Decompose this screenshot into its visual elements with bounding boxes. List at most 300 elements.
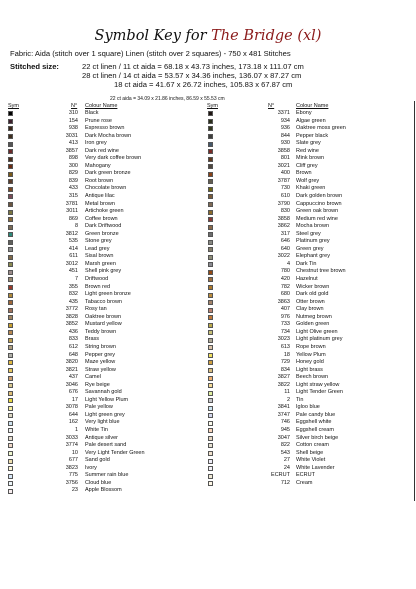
color-name: Light green bronze bbox=[85, 291, 131, 298]
color-swatch bbox=[8, 459, 13, 464]
color-key-row bbox=[208, 178, 404, 186]
color-swatch bbox=[208, 481, 213, 486]
color-key-row bbox=[8, 419, 204, 427]
color-name: Lead grey bbox=[85, 245, 110, 252]
color-key-row bbox=[208, 223, 404, 231]
color-key-row bbox=[8, 155, 204, 163]
color-name: Oaktree brown bbox=[85, 313, 122, 320]
color-swatch bbox=[8, 285, 13, 290]
color-number: 162 bbox=[68, 419, 78, 426]
color-swatch bbox=[8, 338, 13, 343]
color-swatch bbox=[208, 413, 213, 418]
size-value: 28 ct linen / 14 ct aida = 53.57 x 34.36 inches, 136.07 x 87.27 cm bbox=[82, 71, 302, 80]
color-swatch bbox=[208, 300, 213, 305]
color-key-row bbox=[8, 427, 204, 435]
color-name: Honey gold bbox=[296, 359, 324, 366]
color-name: Slate grey bbox=[296, 140, 321, 147]
color-swatch bbox=[8, 217, 13, 222]
color-number: 3021 bbox=[277, 162, 290, 169]
color-number: 17 bbox=[71, 396, 78, 403]
color-number: 3022 bbox=[277, 253, 290, 260]
color-swatch bbox=[208, 149, 213, 154]
color-name: Nutmeg brown bbox=[296, 313, 332, 320]
color-key-row bbox=[208, 193, 404, 201]
size-row bbox=[10, 71, 410, 80]
color-name: Espresso brown bbox=[85, 125, 125, 132]
color-name: Straw yellow bbox=[85, 366, 116, 373]
size-row bbox=[10, 80, 410, 89]
color-number: 839 bbox=[68, 177, 78, 184]
color-number: 436 bbox=[68, 328, 78, 335]
color-name: Oaktree moss green bbox=[296, 125, 346, 132]
color-key-row bbox=[208, 442, 404, 450]
color-swatch bbox=[8, 345, 13, 350]
color-key-row bbox=[208, 216, 404, 224]
color-key-row bbox=[208, 170, 404, 178]
color-swatch bbox=[8, 466, 13, 471]
color-key-row bbox=[8, 253, 204, 261]
size-value: 18 ct aida = 41.67 x 26.72 inches, 105.83 x 67.87 cm bbox=[114, 80, 293, 89]
color-key-row bbox=[8, 374, 204, 382]
color-name: Black bbox=[85, 110, 99, 116]
color-name: Khaki green bbox=[296, 185, 326, 192]
color-swatch bbox=[208, 172, 213, 177]
color-number: 640 bbox=[280, 245, 290, 252]
color-swatch bbox=[8, 489, 13, 494]
color-number: 712 bbox=[280, 479, 290, 486]
color-number: 420 bbox=[280, 276, 290, 283]
color-number: 3046 bbox=[65, 381, 78, 388]
color-number: 3858 bbox=[277, 147, 290, 154]
color-swatch bbox=[8, 202, 13, 207]
color-number: 4 bbox=[286, 260, 290, 267]
color-name: Green oak brown bbox=[296, 208, 339, 215]
color-name: Brass bbox=[85, 336, 100, 343]
color-key-row bbox=[8, 329, 204, 337]
color-name: Apple Blossom bbox=[85, 487, 122, 494]
color-number: 832 bbox=[68, 291, 78, 298]
color-swatch bbox=[8, 428, 13, 433]
color-key-row bbox=[208, 314, 404, 322]
color-key-row bbox=[8, 125, 204, 133]
color-number: 830 bbox=[280, 208, 290, 215]
color-name: Teddy brown bbox=[85, 328, 117, 335]
color-swatch bbox=[208, 451, 213, 456]
color-swatch bbox=[208, 391, 213, 396]
color-number: 775 bbox=[68, 472, 78, 479]
color-name: Prune rose bbox=[85, 117, 112, 124]
color-swatch bbox=[8, 119, 13, 124]
color-number: 3858 bbox=[277, 215, 290, 222]
color-number: 3821 bbox=[65, 366, 78, 373]
color-name: Pepper grey bbox=[85, 351, 115, 358]
color-number: 680 bbox=[280, 291, 290, 298]
color-name: Steel grey bbox=[296, 230, 321, 237]
color-key-row bbox=[208, 427, 404, 435]
color-name: Pale yellow bbox=[85, 404, 113, 411]
color-swatch bbox=[208, 247, 213, 252]
color-swatch bbox=[208, 277, 213, 282]
color-name: Rye beige bbox=[85, 381, 110, 388]
color-name: Pale candy blue bbox=[296, 411, 336, 418]
color-name: Light brass bbox=[296, 366, 323, 373]
title-accent: The Bridge (xl) bbox=[211, 28, 322, 44]
color-name: Camel bbox=[85, 374, 101, 381]
color-swatch bbox=[8, 421, 13, 426]
color-name: Rope brown bbox=[296, 343, 326, 350]
color-key-row bbox=[208, 163, 404, 171]
color-key-row bbox=[8, 178, 204, 186]
color-swatch bbox=[208, 217, 213, 222]
color-swatch bbox=[8, 436, 13, 441]
color-number: 648 bbox=[68, 351, 78, 358]
color-swatch bbox=[208, 157, 213, 162]
color-number: 3828 bbox=[65, 313, 78, 320]
color-number: 782 bbox=[280, 283, 290, 290]
color-number: 315 bbox=[68, 193, 78, 200]
color-number: 611 bbox=[69, 253, 78, 260]
color-number: 930 bbox=[280, 140, 290, 147]
color-number: 23 bbox=[71, 487, 78, 494]
color-key-row bbox=[208, 133, 404, 141]
color-swatch bbox=[208, 474, 213, 479]
stitched-size-label: Stitched size: bbox=[10, 62, 59, 71]
color-name: Cappuccino brown bbox=[296, 200, 342, 207]
color-name: White Lavender bbox=[296, 464, 335, 471]
color-number: 844 bbox=[280, 132, 290, 139]
color-key-row bbox=[208, 382, 404, 390]
color-swatch bbox=[8, 194, 13, 199]
color-name: Tabacco brown bbox=[85, 298, 122, 305]
color-key-row bbox=[8, 133, 204, 141]
color-key-row bbox=[8, 193, 204, 201]
color-number: 413 bbox=[68, 140, 78, 147]
header-colour-name: Colour Name bbox=[85, 103, 118, 109]
color-key-row bbox=[8, 359, 204, 367]
color-key-row bbox=[8, 148, 204, 156]
color-name: Wicker brown bbox=[296, 283, 330, 290]
header-number: N° bbox=[71, 103, 78, 109]
color-number: 644 bbox=[68, 411, 78, 418]
color-name: Tin bbox=[296, 396, 304, 403]
color-key-row bbox=[208, 276, 404, 284]
color-number: 3787 bbox=[277, 177, 290, 184]
color-key-row bbox=[208, 367, 404, 375]
color-number: 3033 bbox=[65, 434, 78, 441]
color-key-row bbox=[8, 389, 204, 397]
color-name: Artichoke green bbox=[85, 208, 124, 215]
color-key-row bbox=[8, 261, 204, 269]
color-swatch bbox=[8, 376, 13, 381]
color-name: Cliff grey bbox=[296, 162, 318, 169]
color-number: 154 bbox=[68, 117, 78, 124]
color-key-row bbox=[208, 291, 404, 299]
color-number: 300 bbox=[68, 162, 78, 169]
color-key-row bbox=[8, 435, 204, 443]
color-key-row bbox=[8, 487, 204, 495]
color-swatch bbox=[8, 157, 13, 162]
color-key-row bbox=[8, 352, 204, 360]
color-key-row bbox=[8, 336, 204, 344]
color-key-row bbox=[8, 268, 204, 276]
color-swatch bbox=[8, 240, 13, 245]
color-name: Ebony bbox=[296, 110, 312, 116]
color-key-row bbox=[8, 480, 204, 488]
color-key-row bbox=[8, 276, 204, 284]
color-name: Dark Driftwood bbox=[85, 223, 122, 230]
color-key-row bbox=[8, 140, 204, 148]
color-name: Dark red wine bbox=[85, 147, 119, 154]
color-key-row bbox=[8, 382, 204, 390]
color-key-row bbox=[208, 397, 404, 405]
color-swatch bbox=[208, 376, 213, 381]
color-name: Dark green bronze bbox=[85, 170, 131, 177]
color-swatch bbox=[8, 247, 13, 252]
color-key-row bbox=[208, 208, 404, 216]
color-swatch bbox=[8, 210, 13, 215]
color-number: 3857 bbox=[65, 147, 78, 154]
color-swatch bbox=[208, 338, 213, 343]
color-number: 746 bbox=[280, 419, 290, 426]
color-name: Red wine bbox=[296, 147, 319, 154]
color-name: Sisal brown bbox=[85, 253, 114, 260]
color-swatch bbox=[208, 194, 213, 199]
color-name: Light platinum grey bbox=[296, 336, 343, 343]
color-number: 780 bbox=[280, 268, 290, 275]
right-column bbox=[208, 110, 404, 487]
color-key-row bbox=[208, 457, 404, 465]
color-number: 833 bbox=[68, 336, 78, 343]
color-key-row bbox=[208, 359, 404, 367]
color-swatch bbox=[208, 232, 213, 237]
color-name: Antique silver bbox=[85, 434, 119, 441]
color-swatch bbox=[208, 466, 213, 471]
page-title bbox=[0, 28, 416, 44]
color-swatch bbox=[208, 315, 213, 320]
color-swatch bbox=[208, 134, 213, 139]
color-key-row bbox=[8, 367, 204, 375]
color-number: 3812 bbox=[65, 230, 78, 237]
color-swatch bbox=[208, 270, 213, 275]
color-key-row bbox=[208, 419, 404, 427]
color-name: Algae green bbox=[296, 117, 326, 124]
color-name: Maze yellow bbox=[85, 359, 116, 366]
color-number: 400 bbox=[280, 170, 290, 177]
color-key-row bbox=[208, 268, 404, 276]
color-swatch bbox=[208, 436, 213, 441]
color-name: Coffee brown bbox=[85, 215, 118, 222]
color-key-row bbox=[8, 299, 204, 307]
color-key-row bbox=[8, 306, 204, 314]
color-key-row bbox=[208, 389, 404, 397]
color-swatch bbox=[208, 459, 213, 464]
color-number: 3841 bbox=[277, 404, 290, 411]
color-swatch bbox=[8, 481, 13, 486]
color-key-row bbox=[8, 404, 204, 412]
color-number: 646 bbox=[280, 238, 290, 245]
color-number: 2 bbox=[286, 396, 290, 403]
color-number: 407 bbox=[280, 306, 290, 313]
color-number: 734 bbox=[280, 328, 290, 335]
color-number: 612 bbox=[68, 343, 78, 350]
color-number: 3747 bbox=[277, 411, 290, 418]
color-swatch bbox=[208, 443, 213, 448]
color-name: Mahogany bbox=[85, 162, 111, 169]
color-name: Chocolate brown bbox=[85, 185, 127, 192]
color-swatch bbox=[208, 383, 213, 388]
color-name: Dark Mocha brown bbox=[85, 132, 132, 139]
color-swatch bbox=[8, 308, 13, 313]
color-name: String brown bbox=[85, 343, 116, 350]
color-key-row bbox=[208, 284, 404, 292]
color-key-row bbox=[8, 344, 204, 352]
header-number: N° bbox=[268, 103, 275, 109]
color-key-row bbox=[208, 118, 404, 126]
color-number: 8 bbox=[74, 223, 78, 230]
color-name: Otter brown bbox=[296, 298, 325, 305]
color-swatch bbox=[8, 134, 13, 139]
color-name: Cloud blue bbox=[85, 479, 112, 486]
color-number: 3852 bbox=[65, 321, 78, 328]
color-name: Mocha brown bbox=[296, 223, 330, 230]
color-number: ECRUT bbox=[271, 472, 290, 479]
color-key-row bbox=[208, 404, 404, 412]
header-sym: Sym bbox=[207, 103, 218, 109]
color-key-row bbox=[208, 246, 404, 254]
color-key-row bbox=[208, 450, 404, 458]
color-key-row bbox=[208, 231, 404, 239]
color-number: 310 bbox=[68, 110, 78, 116]
color-swatch bbox=[208, 421, 213, 426]
color-key-row bbox=[8, 284, 204, 292]
color-name: Beech brown bbox=[296, 374, 329, 381]
color-name: Brown red bbox=[85, 283, 111, 290]
color-name: Wolf grey bbox=[296, 177, 320, 184]
color-number: 3863 bbox=[277, 298, 290, 305]
color-swatch bbox=[8, 187, 13, 192]
color-number: 451 bbox=[68, 268, 78, 275]
color-key-row bbox=[208, 185, 404, 193]
color-key-row bbox=[8, 201, 204, 209]
color-number: 3790 bbox=[277, 200, 290, 207]
color-key-row bbox=[8, 223, 204, 231]
color-key-row bbox=[208, 306, 404, 314]
color-number: 730 bbox=[280, 185, 290, 192]
color-name: Clay brown bbox=[296, 306, 324, 313]
size-value: 22 ct linen / 11 ct aida = 68.18 x 43.73 inches, 173.18 x 111.07 cm bbox=[82, 62, 304, 71]
color-number: 3031 bbox=[65, 132, 78, 139]
color-number: 18 bbox=[283, 351, 290, 358]
color-name: Chestnut tree brown bbox=[296, 268, 346, 275]
color-key-row bbox=[208, 261, 404, 269]
color-key-row bbox=[8, 185, 204, 193]
color-key-row bbox=[208, 201, 404, 209]
color-number: 733 bbox=[280, 321, 290, 328]
color-key-row bbox=[8, 412, 204, 420]
color-name: White Tin bbox=[85, 426, 108, 433]
color-number: 834 bbox=[280, 366, 290, 373]
color-number: 613 bbox=[280, 343, 290, 350]
color-number: 535 bbox=[68, 238, 78, 245]
color-number: 976 bbox=[280, 313, 290, 320]
color-number: 3820 bbox=[65, 359, 78, 366]
color-swatch bbox=[208, 308, 213, 313]
color-swatch bbox=[208, 428, 213, 433]
title-prefix: Symbol Key for bbox=[94, 28, 207, 44]
color-swatch bbox=[8, 474, 13, 479]
color-number: 317 bbox=[280, 230, 290, 237]
color-name: Light green grey bbox=[85, 411, 125, 418]
color-key-row bbox=[8, 118, 204, 126]
color-key-row bbox=[8, 208, 204, 216]
color-number: 729 bbox=[280, 359, 290, 366]
color-swatch bbox=[208, 398, 213, 403]
color-swatch bbox=[8, 293, 13, 298]
color-swatch bbox=[208, 255, 213, 260]
color-number: 3371 bbox=[277, 110, 290, 116]
color-swatch bbox=[208, 210, 213, 215]
color-key-row bbox=[8, 314, 204, 322]
color-number: 3047 bbox=[277, 434, 290, 441]
color-name: Brown bbox=[296, 170, 312, 177]
color-number: 945 bbox=[280, 426, 290, 433]
color-name: Yellow Plum bbox=[296, 351, 326, 358]
color-number: 3823 bbox=[65, 464, 78, 471]
color-number: 435 bbox=[68, 298, 78, 305]
color-swatch bbox=[208, 285, 213, 290]
small-size-note: 22 ct aida = 34.09 x 21.86 inches, 86.59 x 55.53 cm bbox=[110, 96, 225, 102]
color-key-row bbox=[208, 110, 404, 118]
color-name: Pepper black bbox=[296, 132, 329, 139]
color-swatch bbox=[208, 323, 213, 328]
color-number: 3781 bbox=[65, 200, 78, 207]
color-name: Shell beige bbox=[296, 449, 324, 456]
stitched-sizes bbox=[10, 62, 410, 89]
color-number: 898 bbox=[68, 155, 78, 162]
header-colour-name: Colour Name bbox=[296, 103, 329, 109]
color-key-row bbox=[8, 457, 204, 465]
color-swatch bbox=[8, 443, 13, 448]
color-name: Iron grey bbox=[85, 140, 107, 147]
color-name: Sand gold bbox=[85, 457, 110, 464]
color-name: Very Light Tender Green bbox=[85, 449, 145, 456]
color-name: Green bronze bbox=[85, 230, 119, 237]
color-swatch bbox=[208, 111, 213, 116]
color-swatch bbox=[208, 360, 213, 365]
color-name: Savannah gold bbox=[85, 389, 122, 396]
color-name: Light Yellow Plum bbox=[85, 396, 129, 403]
color-swatch bbox=[8, 126, 13, 131]
color-key-row bbox=[8, 231, 204, 239]
color-name: ECRUT bbox=[296, 472, 315, 479]
color-key-row bbox=[8, 472, 204, 480]
color-swatch bbox=[8, 398, 13, 403]
color-name: White Violet bbox=[296, 457, 326, 464]
color-swatch bbox=[208, 225, 213, 230]
color-name: Rosy tan bbox=[85, 306, 107, 313]
color-swatch bbox=[8, 368, 13, 373]
color-number: 801 bbox=[280, 155, 290, 162]
color-number: 610 bbox=[280, 193, 290, 200]
color-key-row bbox=[208, 480, 404, 488]
color-swatch bbox=[208, 187, 213, 192]
color-key-row bbox=[8, 110, 204, 118]
color-name: Cream bbox=[296, 479, 313, 486]
color-swatch bbox=[8, 172, 13, 177]
color-name: Light Olive green bbox=[296, 328, 338, 335]
color-name: Green grey bbox=[296, 245, 324, 252]
color-number: 24 bbox=[283, 464, 290, 471]
